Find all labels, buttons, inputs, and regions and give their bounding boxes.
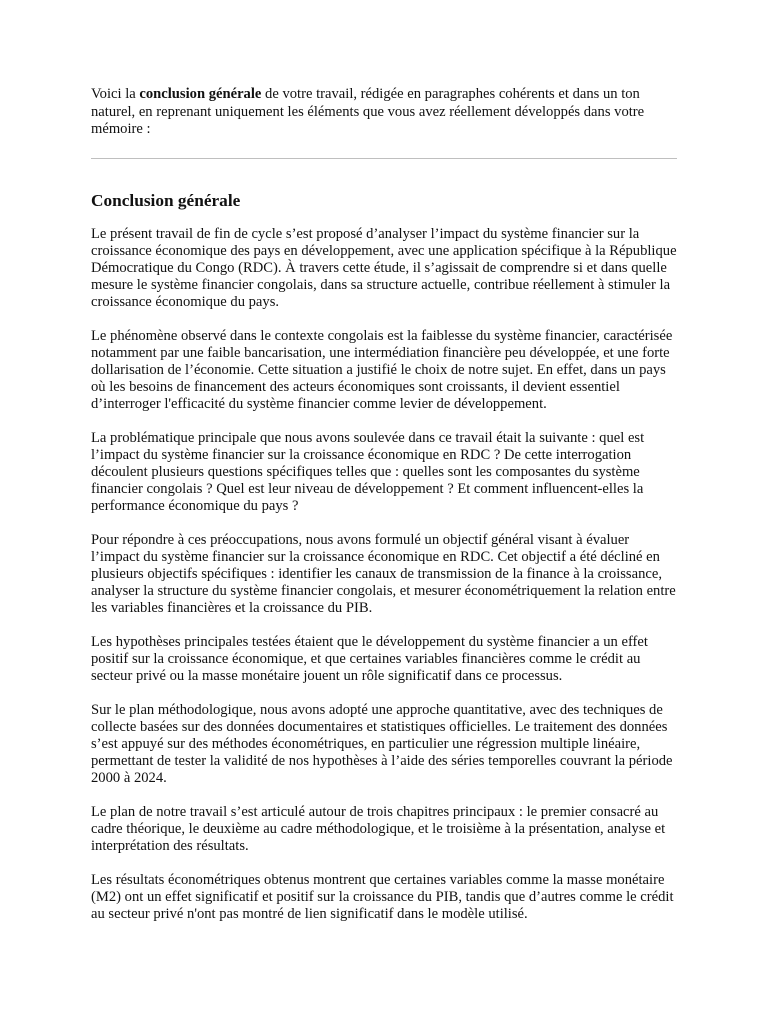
intro-bold: conclusion générale bbox=[139, 86, 262, 102]
paragraph-7: Le plan de notre travail s’est articulé autour de trois chapitres principaux : le premier consacré au cadre théorique, le deuxième au cadre méthodologique, et le troisième à la présentation, analyse et interprétation des résultats. bbox=[91, 803, 666, 854]
paragraph-8: Les résultats économétriques obtenus montrent que certaines variables comme la masse monétaire (M2) ont un effet significatif et positif sur la croissance du PIB, tandis que d’autres comme le crédit au secteur privé n'ont pas montré de lien significatif dans le modèle utilisé. bbox=[91, 871, 674, 922]
paragraph-5: Les hypothèses principales testées étaient que le développement du système financier a un effet positif sur la croissance économique, et que certaines variables financières comme le crédit au secteur privé ou la masse monétaire jouent un rôle significatif dans ce processus. bbox=[91, 633, 648, 684]
paragraph-1: Le présent travail de fin de cycle s’est proposé d’analyser l’impact du système financier sur la croissance économique des pays en développement, avec une application spécifique à la République Démocratique du Congo (RDC). À travers cette étude, il s’agissait de comprendre si et dans quelle mesure le système financier congolais, dans sa structure actuelle, contribue réellement à stimuler la croissance économique du pays. bbox=[91, 225, 677, 310]
paragraph-3: La problématique principale que nous avons soulevée dans ce travail était la suivante : quel est l’impact du système financier sur la croissance économique en RDC ? De cette interrogation découlent plusieurs questions spécifiques telles que : quelles sont les composantes du système financier congolais ? Quel est leur niveau de développement ? Et comment influencent-elles la performance économique du pays ? bbox=[91, 429, 645, 514]
paragraph-2: Le phénomène observé dans le contexte congolais est la faiblesse du système financier, caractérisée notamment par une faible bancarisation, une intermédiation financière peu développée, et une forte dollarisation de l’économie. Cette situation a justifié le choix de notre sujet. En effet, dans un pays où les besoins de financement des acteurs économiques sont croissants, il devient essentiel d’interroger l'efficacité du système financier comme levier de développement. bbox=[91, 327, 673, 412]
paragraph-4: Pour répondre à ces préoccupations, nous avons formulé un objectif général visant à évaluer l’impact du système financier sur la croissance économique en RDC. Cet objectif a été décliné en plusieurs objectifs spécifiques : identifier les canaux de transmission de la finance à la croissance, analyser la structure du système financier congolais, et mesurer économétriquement la relation entre les variables financières et la croissance du PIB. bbox=[91, 531, 676, 616]
intro-suffix: de votre travail, rédigée en paragraphes cohérents et dans un ton naturel, en reprenant uniquement les éléments que vous avez réellement développés dans votre mémoire : bbox=[91, 86, 645, 138]
intro-paragraph bbox=[91, 0, 677, 139]
paragraph-6: Sur le plan méthodologique, nous avons adopté une approche quantitative, avec des techniques de collecte basées sur des données documentaires et statistiques officielles. Le traitement des données s’est appuyé sur des méthodes économétriques, en particulier une régression multiple linéaire, permettant de tester la validité de nos hypothèses à l’aide des séries temporelles couvrant la période 2000 à 2024. bbox=[91, 701, 673, 786]
section-heading: Conclusion générale bbox=[91, 190, 241, 210]
horizontal-divider bbox=[91, 158, 677, 159]
intro-prefix: Voici la bbox=[91, 86, 140, 102]
